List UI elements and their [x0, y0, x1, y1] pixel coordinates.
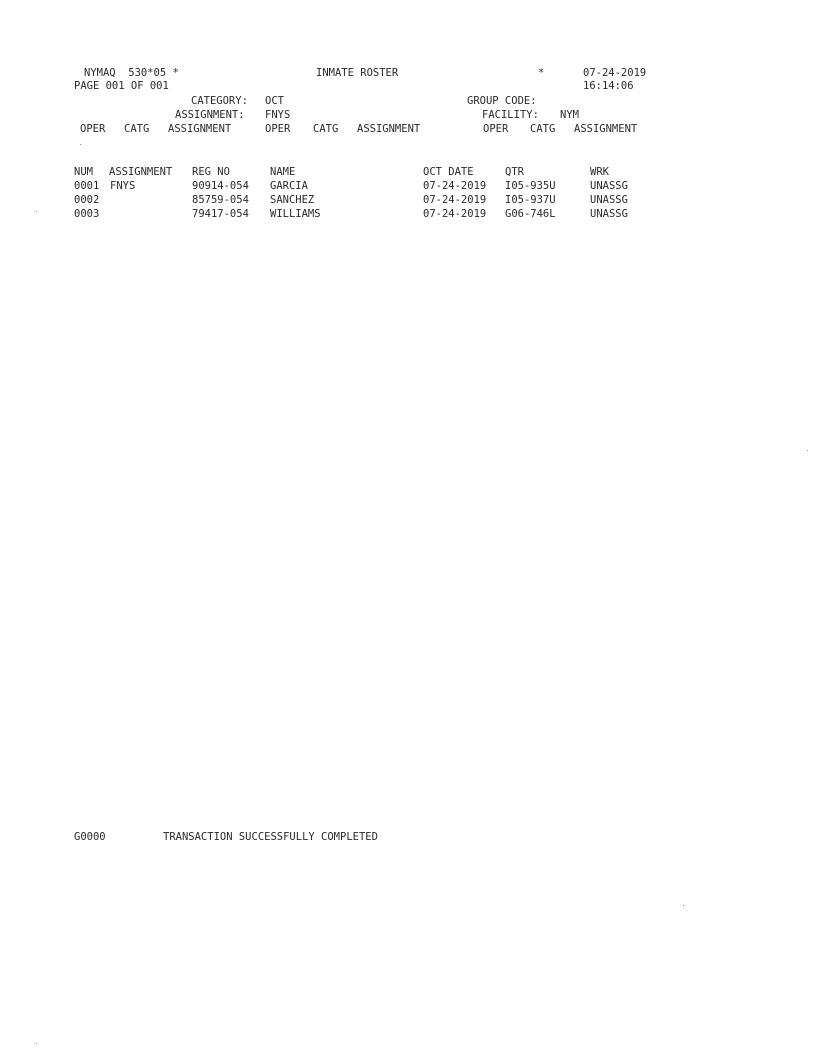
group-code-label: GROUP CODE:	[467, 95, 537, 107]
facility-value: NYM	[560, 109, 579, 121]
col-num: NUM	[74, 166, 93, 178]
status-code: G0000	[74, 831, 106, 843]
table-row-name: SANCHEZ	[270, 194, 315, 206]
table-row-wrk: UNASSG	[590, 208, 628, 220]
table-row-name: GARCIA	[270, 180, 308, 192]
report-title: INMATE ROSTER	[316, 67, 399, 79]
report-date: 07-24-2019	[583, 67, 647, 79]
assignment-header-1: ASSIGNMENT	[168, 123, 232, 135]
table-row-num: 0003	[74, 208, 100, 220]
col-oct-date: OCT DATE	[423, 166, 474, 178]
table-row-qtr: G06-746L	[505, 208, 556, 220]
scan-speck	[36, 211, 37, 212]
col-reg-no: REG NO	[192, 166, 230, 178]
oper-header-2: OPER	[265, 123, 291, 135]
assignment-header-3: ASSIGNMENT	[574, 123, 638, 135]
table-row-qtr: I05-937U	[505, 194, 556, 206]
col-qtr: QTR	[505, 166, 524, 178]
table-row-wrk: UNASSG	[590, 180, 628, 192]
table-row-reg-no: 90914-054	[192, 180, 249, 192]
header-star: *	[538, 67, 545, 79]
table-row-oct-date: 07-24-2019	[423, 194, 487, 206]
category-label: CATEGORY:	[191, 95, 248, 107]
report-time: 16:14:06	[583, 80, 634, 92]
table-row-reg-no: 79417-054	[192, 208, 249, 220]
table-row-assignment: FNYS	[110, 180, 136, 192]
scan-speck	[807, 450, 808, 451]
catg-header-1: CATG	[124, 123, 150, 135]
page-indicator: PAGE 001 OF 001	[74, 80, 169, 92]
col-wrk: WRK	[590, 166, 609, 178]
catg-header-2: CATG	[313, 123, 339, 135]
status-message: TRANSACTION SUCCESSFULLY COMPLETED	[163, 831, 378, 843]
table-row-num: 0001	[74, 180, 100, 192]
table-row-oct-date: 07-24-2019	[423, 208, 487, 220]
scan-speck	[36, 1043, 37, 1044]
category-value: OCT	[265, 95, 284, 107]
scan-speck	[80, 144, 81, 145]
facility-label: FACILITY:	[482, 109, 539, 121]
oper-header-1: OPER	[80, 123, 106, 135]
catg-header-3: CATG	[530, 123, 556, 135]
col-name: NAME	[270, 166, 296, 178]
assignment-header-2: ASSIGNMENT	[357, 123, 421, 135]
oper-header-3: OPER	[483, 123, 509, 135]
table-row-reg-no: 85759-054	[192, 194, 249, 206]
assignment-value: FNYS	[265, 109, 291, 121]
table-row-num: 0002	[74, 194, 100, 206]
assignment-label: ASSIGNMENT:	[175, 109, 245, 121]
table-row-name: WILLIAMS	[270, 208, 321, 220]
table-row-oct-date: 07-24-2019	[423, 180, 487, 192]
system-id: NYMAQ 530*05 *	[84, 67, 179, 79]
table-row-qtr: I05-935U	[505, 180, 556, 192]
col-assignment: ASSIGNMENT	[109, 166, 173, 178]
table-row-wrk: UNASSG	[590, 194, 628, 206]
scan-speck	[683, 905, 684, 906]
